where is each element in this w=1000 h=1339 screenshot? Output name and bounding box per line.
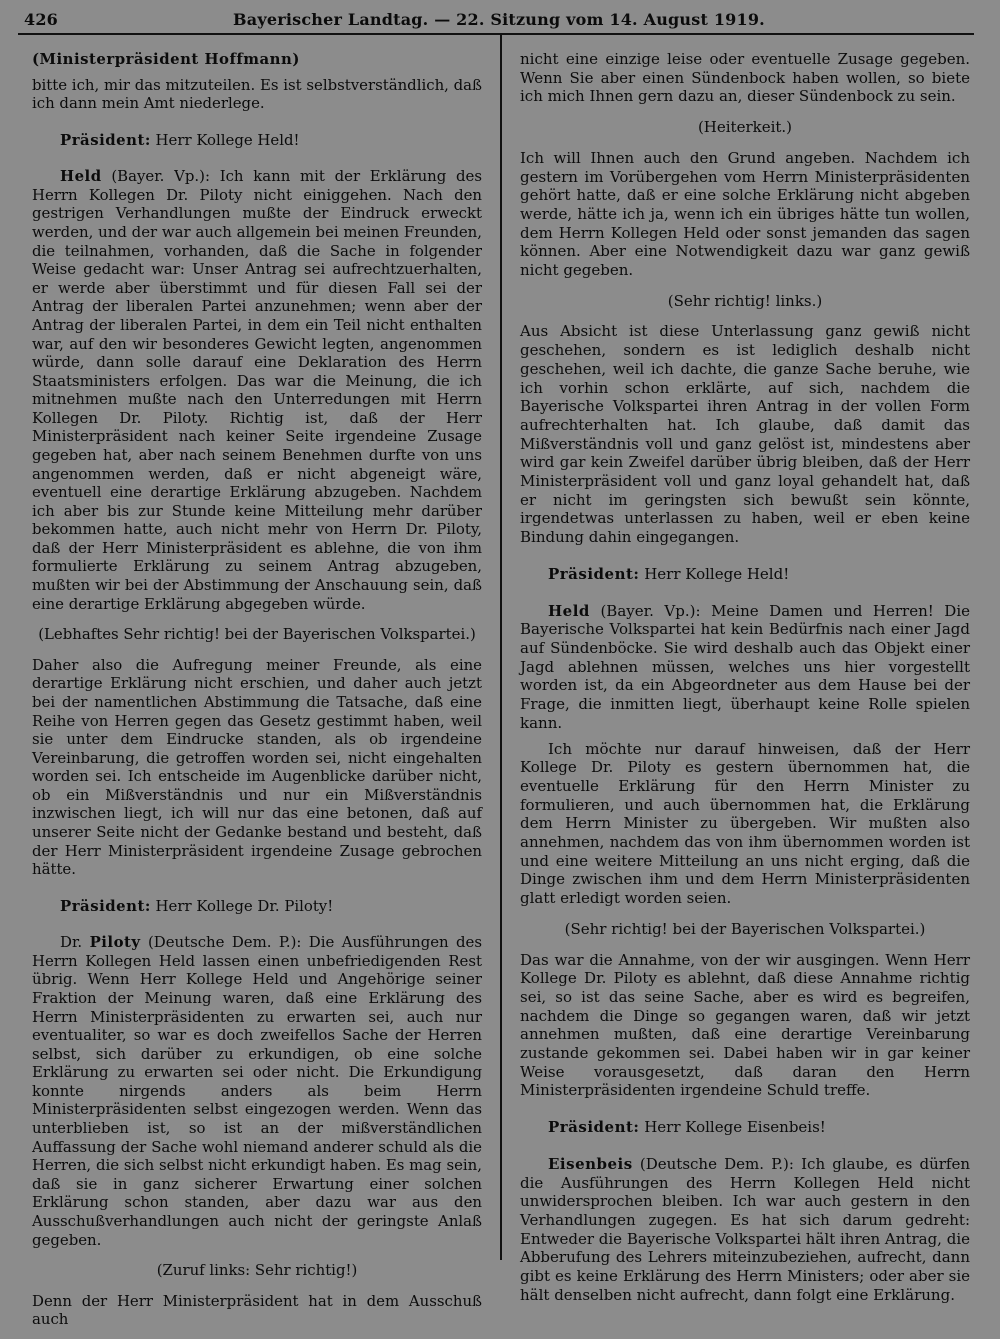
interjection: (Sehr richtig! bei der Bayerischen Volkspartei.)	[564, 919, 926, 938]
paragraph: Das war die Annahme, von der wir ausgingen. Wenn Herr Kollege Dr. Piloty es ablehnt, daß diese Annahme richtig sei, so ist das seine Sache, aber es wird es begreifen, nachdem die Dinge so gegangen waren, daß wir jetzt annehmen mußten, daß eine derartige Vereinbarung zustande gekommen sei. Dabei haben wir in gar keiner Weise vorausgesetzt, daß daran den Herrn Ministerpräsidenten irgendeine Schuld treffe.	[520, 950, 970, 1100]
column-divider	[500, 34, 502, 1260]
speech-piloty	[32, 933, 482, 1249]
speaker-name: Held	[60, 167, 102, 186]
speech-text: Herr Kollege Held!	[639, 564, 790, 583]
paragraph: Denn der Herr Ministerpräsident hat in dem Ausschuß auch	[32, 1291, 482, 1329]
speaker-continuation-note: (Ministerpräsident Hoffmann)	[32, 50, 300, 68]
page-header	[24, 8, 974, 34]
speech-text: Herr Kollege Eisenbeis!	[639, 1118, 826, 1137]
paragraph: Ich möchte nur darauf hinweisen, daß der Herr Kollege Dr. Piloty es gestern übernommen hat, die eventuelle Erklärung für den Herrn Minister zu formulieren, und auch übernommen hat, die Erklärung dem Herrn Minister zu übergeben. Wir mußten also annehmen, nachdem das von ihm übernommen worden ist und eine weitere Mitteilung an uns nicht erging, daß die Dinge zwischen ihm und dem Herrn Ministerpräsidenten glatt erledigt worden seien.	[520, 739, 970, 908]
running-title: Bayerischer Landtag. — 22. Sitzung vom 14. August 1919.	[233, 10, 765, 29]
paragraph: bitte ich, mir das mitzuteilen. Es ist selbstverständlich, daß ich dann mein Amt niederlege.	[32, 75, 482, 113]
speaker-label: Präsident:	[60, 130, 151, 149]
speech-text: (Bayer. Vp.): Meine Damen und Herren! Die Bayerische Volkspartei hat kein Bedürfnis nach einer Jagd auf Sündenböcke. Sie wird deshalb auch das Objekt einer Jagd ablehnen müssen, welches uns hier vorgestellt worden ist, da ein Abgeordneter aus dem Hause bei der Frage, die inmitten liegt, überhaupt keine Rolle spielen kann.	[520, 601, 970, 732]
paragraph: Aus Absicht ist diese Unterlassung ganz gewiß nicht geschehen, sondern es ist lediglich deshalb nicht geschehen, weil ich dachte, die ganze Sache beruhe, wie ich vorhin schon erklärte, auf sich, nachdem die Bayerische Volkspartei ihren Antrag in der vollen Form aufrechterhalten hat. Ich glaube, daß damit das Mißverständnis voll und ganz gelöst ist, mindestens aber wird gar kein Zweifel darüber übrig bleiben, daß der Herr Ministerpräsident voll und ganz loyal gehandelt hat, daß er nicht im geringsten sich bewußt sein könnte, irgendetwas unterlassen zu haben, weil er eben keine Bindung dahin eingegangen.	[520, 322, 970, 547]
speaker-label: Präsident:	[548, 1118, 640, 1137]
interjection: (Sehr richtig! links.)	[667, 291, 823, 310]
speech-held	[32, 167, 482, 613]
left-column	[32, 50, 482, 1329]
paragraph: Ich will Ihnen auch den Grund angeben. Nachdem ich gestern im Vorübergehen vom Herrn Ministerpräsidenten gehört hatte, daß er eine solche Erklärung nicht abgeben werde, hätte ich ja, wenn ich ein übriges hätte tun wollen, dem Herrn Kollegen Held oder sonst jemanden das sagen können. Aber eine Notwendigkeit dazu war ganz gewiß nicht gegeben.	[520, 148, 970, 280]
paragraph: Daher also die Aufregung meiner Freunde, als eine derartige Erklärung nicht erschien, und daher auch jetzt bei der namentlichen Abstimmung die Tatsache, daß eine Reihe von Herren gegen das Gesetz gestimmt haben, weil sie unter dem Eindrucke standen, als ob irgendeine Vereinbarung, die getroffen worden sei, nicht eingehalten worden sei. Ich entscheide im Augenblicke darüber nicht, ob ein Mißverständnis und nur ein Mißverständnis inzwischen liegt, ich will nur das eine betonen, daß auf unserer Seite nicht der Gedanke bestand und besteht, daß der Herr Ministerpräsident irgendeine Zusage gebrochen hätte.	[32, 655, 482, 879]
speaker-label: Präsident:	[548, 564, 640, 583]
president-call	[32, 897, 482, 916]
speaker-title: Dr.	[60, 933, 90, 952]
speech-text: Herr Kollege Dr. Piloty!	[150, 896, 334, 915]
right-column	[520, 50, 970, 1304]
page-number: 426	[24, 10, 58, 29]
speech-held	[520, 602, 970, 733]
speaker-label: Präsident:	[60, 896, 151, 915]
speech-text: (Bayer. Vp.): Ich kann mit der Erklärung des Herrn Kollegen Dr. Piloty nicht einiggehen. Nach den gestrigen Verhandlungen mußte der Eindruck erweckt werden, und der war auch allgemein bei meinen Freunden, die teilnahmen, vorhanden, daß die Sache in folgender Weise gedacht war: Unser Antrag sei aufrechtzuerhalten, er werde aber überstimmt und für diesen Fall sei der Antrag der liberalen Partei anzunehmen; wenn aber der Antrag der liberalen Partei, in dem ein Teil nicht enthalten war, auf den wir besonderes Gewicht legten, angenommen würde, dann solle darauf eine Deklaration des Herrn Staatsministers erfolgen. Das war die Meinung, die ich mitnehmen mußte nach den Unterredungen mit Herrn Kollegen Dr. Piloty. Richtig ist, daß der Herr Ministerpräsident nach keiner Seite irgendeine Zusage gegeben hat, aber nach seinem Benehmen durfte von uns angenommen werden, daß er nicht abgeneigt wäre, eventuell eine derartige Erklärung abzugeben. Nachdem ich aber bis zur Stunde keine Mitteilung mehr darüber bekommen hatte, auch nicht mehr von Herrn Dr. Piloty, daß der Herr Ministerpräsident es ablehne, die von ihm formulierte Erklärung zu seinem Antrag abzugeben, mußten wir bei der Abstimmung der Anschauung sein, daß eine derartige Erklärung abgegeben würde.	[32, 167, 482, 613]
speech-text: (Deutsche Dem. P.): Die Ausführungen des Herrn Kollegen Held lassen einen unbefriedigenden Rest übrig. Wenn Herr Kollege Held und Angehörige seiner Fraktion der Meinung waren, daß eine Erklärung des Herrn Ministerpräsidenten zu erwarten sei, auch nur eventualiter, so war es doch zweifellos Sache der Herren selbst, sich darüber zu erkundigen, ob eine solche Erklärung zu erwarten sei oder nicht. Die Erkundigung konnte nirgends anders als beim Herrn Ministerpräsidenten selbst eingezogen werden. Wenn das unterblieben ist, so ist an der mißverständlichen Auffassung der Sache wohl niemand anderer schuld als die Herren, die sich selbst nicht erkundigt haben. Es mag sein, daß sie in ganz sicherer Erwartung einer solchen Erklärung schon standen, aber dazu war aus den Ausschußverhandlungen auch nicht der geringste Anlaß gegeben.	[32, 933, 483, 1249]
speech-text: (Deutsche Dem. P.): Ich glaube, es dürfen die Ausführungen des Herrn Kollegen Held nicht unwidersprochen bleiben. Ich war auch gestern in den Verhandlungen zugegen. Es hat sich darum gedreht: Entweder die Bayerische Volkspartei hält ihren Antrag, die Abberufung des Lehrers miteinzubeziehen, aufrecht, dann gibt es keine Erklärung des Herrn Ministers; oder aber sie hält denselben nicht aufrecht, dann folgt eine Erklärung.	[520, 1154, 970, 1304]
president-call	[520, 1118, 970, 1137]
speaker-name: Piloty	[89, 933, 141, 952]
interjection: (Heiterkeit.)	[697, 118, 793, 137]
speaker-name: Eisenbeis	[548, 1154, 633, 1173]
speech-eisenbeis	[520, 1155, 970, 1305]
interjection: (Lebhaftes Sehr richtig! bei der Bayerischen Volkspartei.)	[38, 625, 476, 644]
paragraph: nicht eine einzige leise oder eventuelle Zusage gegeben. Wenn Sie aber einen Sündenbock haben wollen, so biete ich mich Ihnen gern dazu an, dieser Sündenbock zu sein.	[520, 50, 970, 106]
speech-text: Herr Kollege Held!	[150, 130, 300, 149]
president-call	[520, 565, 970, 584]
interjection: (Zuruf links: Sehr richtig!)	[156, 1261, 358, 1280]
header-rule	[18, 33, 974, 35]
speaker-name: Held	[548, 601, 590, 620]
president-call	[32, 131, 482, 150]
